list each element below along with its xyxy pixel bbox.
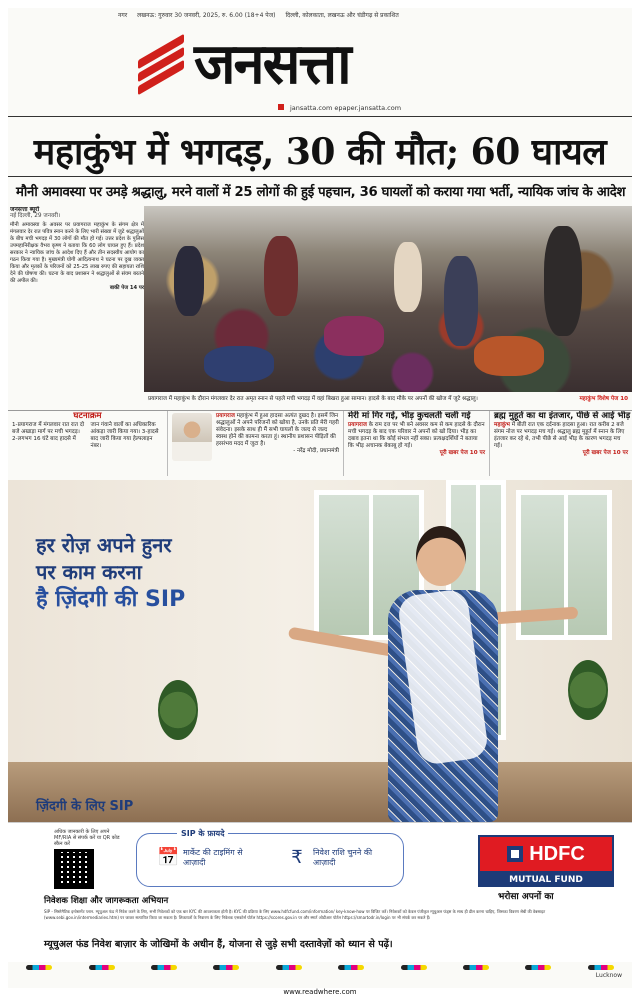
source-site[interactable]: www.readwhere.com <box>283 988 357 996</box>
mother-story-title: मेरी मां गिर गई, भीड़ कुचलती चली गई <box>348 411 471 421</box>
color-mark <box>213 965 239 970</box>
plant <box>568 660 608 720</box>
hdfc-logo <box>478 835 614 873</box>
photo-caption <box>144 394 632 406</box>
muhurat-story-lead: महाकुंभ <box>494 422 510 428</box>
tagline-line-1: हर रोज़ अपने हुनर <box>36 533 172 557</box>
special-page-tag[interactable]: महाकुंभ विशेष पेज 10 <box>579 396 628 402</box>
timeline-title: घटनाक्रम <box>73 411 102 421</box>
mutual-fund-label: MUTUAL FUND <box>478 873 614 887</box>
color-mark <box>588 965 614 970</box>
edition: नगर <box>118 12 128 19</box>
figure <box>444 256 478 346</box>
color-mark <box>463 965 489 970</box>
qr-code[interactable] <box>54 849 94 889</box>
logo-icon <box>138 37 188 87</box>
logo-title: जनसत्ता <box>194 31 350 97</box>
calendar-icon: 📅 <box>157 847 180 868</box>
continued-link[interactable]: बाकी पेज 14 पर <box>109 285 144 291</box>
bag <box>474 336 544 376</box>
figure <box>544 226 582 336</box>
byline: जनसत्ता ब्यूरो <box>10 206 40 213</box>
caption-text: प्रयागराज में महाकुंभ के दौरान मंगलवार देर रात अमृत स्नान से पहले मची भगदड़ में वहां बिखरा हुआ सामान। हादसे के बाद मौके पर अपनों की खोज में जुटे श्रद्धालु। <box>148 396 478 402</box>
figure <box>264 236 298 316</box>
benefit-timing <box>157 848 267 868</box>
ad-footer <box>8 822 632 962</box>
timeline-col-2: जान गंवाने वालों का अधिकारिक आंकड़ा जारी किया गया। 3-हादसे बाद जारी किया गया हेल्पलाइन नंबर। <box>90 422 159 449</box>
color-mark <box>151 965 177 970</box>
web-links <box>278 104 401 112</box>
timeline-col-1: 1-प्रयागराज में मंगलवार रात रात दो बजे अखाड़ा मार्ग पर मची भगदड़। 2-लगभग 16 घंटे बाद हादसे में <box>12 422 85 442</box>
bag <box>324 316 384 356</box>
web-icon <box>278 104 284 110</box>
tagline-line-3: है ज़िंदगी की SIP <box>36 587 186 612</box>
stampede-photo <box>144 206 632 392</box>
color-mark <box>89 965 115 970</box>
color-mark <box>525 965 551 970</box>
head <box>416 526 466 586</box>
registration-marks <box>8 962 632 972</box>
mother-story-text: के राम दत्त पर भी बने अवसर कम से कम हादसे के दौरान मची भगदड़ के बाद एक परिवार ने अपनों को खो दिया। भीड़ का दबाव इतना था कि कोई संभल नहीं सका। प्रत्यक्षदर्शियों ने बताया कि भीड़ अचानक बेकाबू हो गई। <box>348 422 485 449</box>
qr-note: अधिक जानकारी के लिए अपने MF/RIA से संपर्क करें या QR कोड स्कैन करें <box>54 829 120 847</box>
mother-story-box <box>344 411 490 476</box>
sip-benefits <box>136 829 404 887</box>
figure <box>394 242 422 312</box>
masthead <box>138 22 518 102</box>
newspaper-page <box>8 8 632 988</box>
color-mark <box>338 965 364 970</box>
hdfc-logo-icon <box>507 846 523 862</box>
timeline-box <box>8 411 168 476</box>
color-mark <box>26 965 52 970</box>
mother-story-more[interactable]: पूरी खबर पेज 10 पर <box>439 450 485 456</box>
dateline-location: नई दिल्ली, 29 जनवरी। <box>10 213 61 219</box>
pm-quote-sign: - नरेंद्र मोदी, प्रधानमंत्री <box>293 448 339 454</box>
muhurat-story-text: में बीती रात एक दर्दनाक हादसा हुआ। रात करीब 2 बजे संगम नोज पर भगदड़ मच गई। श्रद्धालु ब्रह्म मुहूर्त में स्नान के लिए इंतजार कर रहे थे, तभी पीछे से आई भीड़ के कारण भगदड़ मच गई। <box>494 422 625 449</box>
color-mark <box>276 965 302 970</box>
ad-subline: ज़िंदगी के लिए SIP <box>36 799 134 814</box>
cities: दिल्ली, कोलकाता, लखनऊ और चंडीगढ़ से प्रकाशित <box>285 12 399 19</box>
hdfc-advertisement[interactable] <box>8 480 632 822</box>
muhurat-story-more[interactable]: पूरी खबर पेज 10 पर <box>582 450 628 456</box>
ad-fineprint: SIP - सिस्टेमैटिक इन्वेस्टमेंट प्लान. म्यूचुअल फंड में निवेश करने के लिए, सभी निवेशकों को एक बार KYC की आवश्यकता होती है। KYC की प्रक्रिया के लिए www.hdfcfund.com/information/ key-know-how पर विजिट करें। निवेशकों को केवल पंजीकृत म्यूचुअल फंड्स के साथ ही डील करना चाहिए, जिसका विवरण सेबी की वेबसाइट (www.sebi.gov.in/intermediaries.htm) पर जाकर सत्यापित किया जा सकता है। शिकायतों के निवारण के लिए निवेशक एसकोर्स पोर्टल https://scores.gov.in पर और स्मार्ट ओडीआर पोर्टल https://smartodr.in/login पर भी संपर्क कर सकते हैं। <box>44 909 546 920</box>
tagline-line-2: पर काम करना <box>36 560 142 584</box>
rupee-hand-icon: ₹ <box>291 847 303 868</box>
lead-story-column <box>10 206 144 402</box>
mother-story-lead: प्रयागराज <box>348 422 367 428</box>
benefit-amount <box>287 848 397 868</box>
muhurat-story-title: ब्रह्म मुहूर्त का था इंतजार, पीछे से आई भीड़ <box>494 411 631 421</box>
figure <box>174 246 204 316</box>
edition-city: Lucknow <box>595 972 622 979</box>
news-strip <box>8 410 632 476</box>
investor-education-title: निवेशक शिक्षा और जागरूकता अभियान <box>44 896 169 906</box>
dancer-figure <box>348 510 568 822</box>
masthead-rule <box>8 116 632 117</box>
web-address: jansatta.com epaper.jansatta.com <box>290 104 402 112</box>
pm-portrait <box>172 413 212 461</box>
brand-tagline: भरोसा अपनों का <box>498 892 554 902</box>
lead-headline: महाकुंभ में भगदड़, 30 की मौत; 60 घायल <box>33 131 607 173</box>
risk-disclaimer: म्यूचुअल फंड निवेश बाज़ार के जोखिमों के अधीन हैं, योजना से जुड़े सभी दस्तावेज़ों को ध्यान से पढ़ें। <box>44 939 393 950</box>
date-price: लखनऊ: गुरुवार 30 जनवरी, 2025, रु. 6.00 (18+4 पेज) <box>137 12 276 19</box>
benefit-amount-text: निवेश राशि चुनने की आज़ादी <box>313 848 373 867</box>
benefit-timing-text: मार्केट की टाइमिंग से आज़ादी <box>183 848 243 867</box>
pm-quote-lead: प्रयागराज <box>216 413 235 419</box>
muhurat-story-box <box>490 411 632 476</box>
pm-quote-text: महाकुंभ में हुआ हादसा अत्यंत दुखद है। इसमें जिन श्रद्धालुओं ने अपने परिजनों को खोया है, उनके प्रति मेरी गहरी संवेदना। इसके साथ ही मैं सभी घायलों के जल्द से जल्द स्वस्थ होने की कामना करता हूं। स्थानीय प्रशासन पीड़ितों की हरसंभव मदद में जुटा है। <box>216 413 339 447</box>
lead-subhead: मौनी अमावस्या पर उमड़े श्रद्धालु, मरने वालों में 25 लोगों की हुई पहचान, 36 घायलों को कराया गया भर्ती, न्यायिक जांच के आदेश <box>16 185 626 200</box>
ad-tagline <box>36 532 185 613</box>
dateline <box>8 8 632 22</box>
color-mark <box>401 965 427 970</box>
bag <box>204 346 274 382</box>
plant <box>158 680 198 740</box>
sip-benefits-title: SIP के फ़ायदे <box>177 828 228 839</box>
lead-body: मौनी अमावस्या के अवसर पर प्रयागराज महाकुंभ के संगम क्षेत्र में मंगलवार देर रात पवित्र स्नान करने के लिए भारी संख्या में जुटे श्रद्धालुओं के बीच मची भगदड़ में 30 लोगों की मौत हो गई। उत्तर प्रदेश के पुलिस उपमहानिरीक्षक वैभव कृष्ण ने बताया कि 60 लोग घायल हुए हैं। प्रदेश सरकार ने न्यायिक जांच के आदेश दिए हैं और तीन सदस्यीय आयोग का गठन किया गया है। मुख्यमंत्री योगी आदित्यनाथ ने घटना पर दुख व्यक्त किया और मृतकों के परिजनों को 25-25 लाख रुपए की सहायता राशि देने की घोषणा की। घटना के बाद प्रशासन ने श्रद्धालुओं से संयम बरतने की अपील की। <box>10 222 144 284</box>
pm-quote-box <box>168 411 344 476</box>
headline-rule <box>8 176 632 177</box>
hdfc-logo-text: HDFC <box>529 842 585 865</box>
